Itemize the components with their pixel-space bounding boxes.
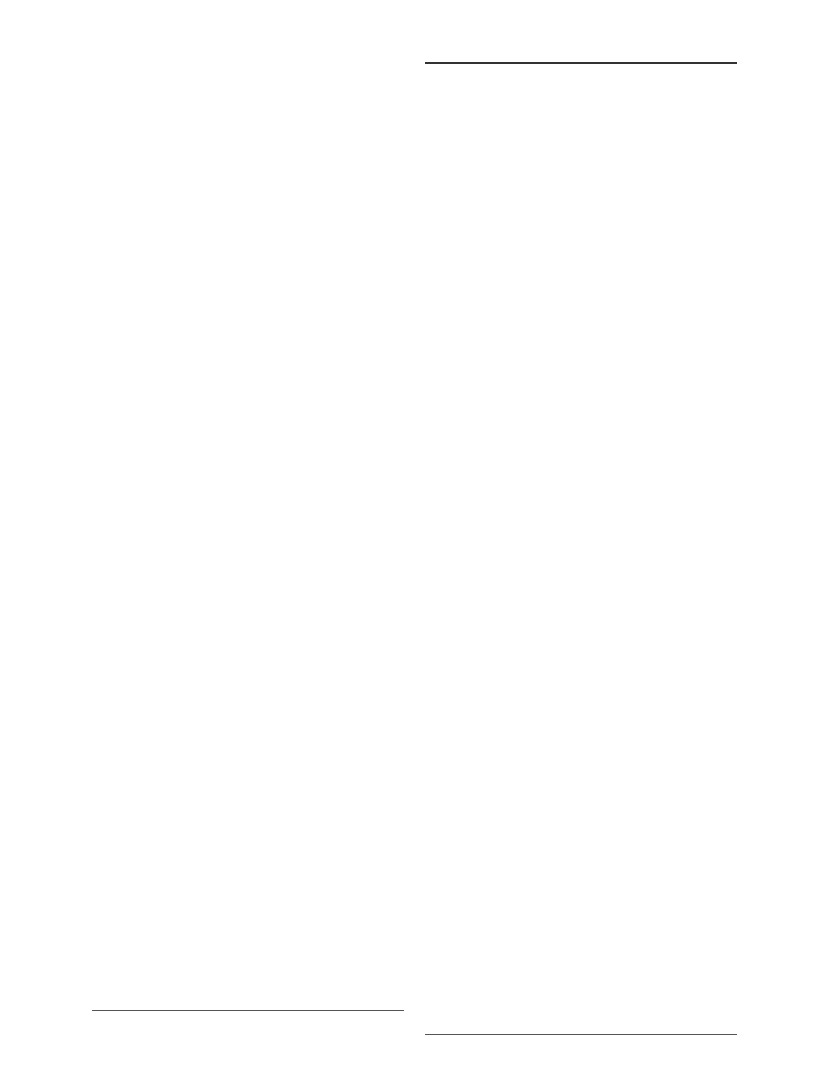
table-head-group	[581, 63, 737, 64]
footnotes-left	[92, 1010, 404, 1015]
table-1	[425, 58, 737, 64]
mass-spectra-plot	[58, 52, 418, 462]
figure-3-mass-spectra	[58, 52, 418, 462]
cytochrome-table	[425, 62, 737, 64]
footnotes-right	[425, 1034, 737, 1039]
table-head-conditions	[425, 63, 581, 64]
